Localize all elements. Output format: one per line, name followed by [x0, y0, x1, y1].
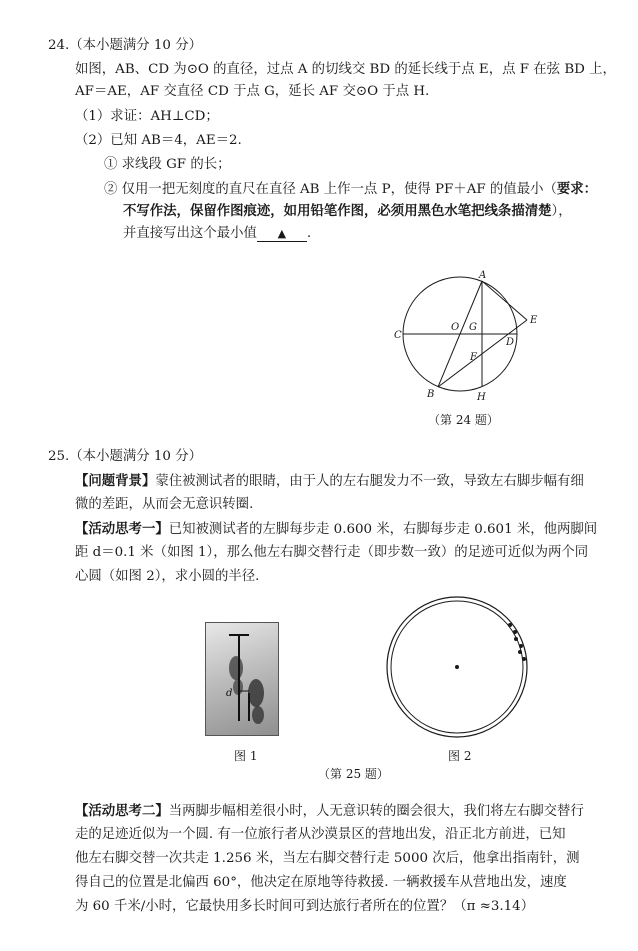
think1-text: 已知被测试者的左脚每步走 0.600 米，右脚每步走 0.601 米，他两脚间	[168, 522, 598, 537]
label-g: G	[469, 322, 477, 333]
figure1-caption: 图 1	[234, 749, 258, 763]
q25-caption: （第 25 题）	[318, 767, 389, 781]
q24-heading: 24.（本小题满分 10 分）	[48, 38, 202, 53]
q24-sub2-line2	[123, 201, 572, 222]
q24-geometry-figure	[365, 265, 555, 410]
blank-end: .	[306, 226, 312, 241]
q24-requirement-tag: 要求：	[556, 181, 598, 197]
q25-think2-line2: 走的足迹近似为一个圆. 有一位旅行者从沙漠景区的营地出发，沿正北方前进，已知	[75, 827, 566, 842]
center-dot	[455, 665, 459, 669]
q25-think2-line4: 得自己的位置是北偏西 60°，他决定在原地等待救援. 一辆救援车从营地出发，速度	[75, 875, 567, 890]
label-f: F	[470, 352, 477, 363]
label-d: D	[506, 337, 515, 348]
label-e: E	[530, 315, 538, 326]
q24-stem-line1: 如图，AB、CD 为⊙O 的直径，过点 A 的切线交 BD 的延长线于点 E，点 F 在弦 BD 上，	[75, 62, 616, 77]
label-c: C	[394, 330, 402, 341]
q24-requirement-close: ），	[551, 204, 572, 219]
think2-text: 当两脚步幅相差很小时，人无意识转的圈会很大，我们将左右脚交替行	[168, 804, 584, 819]
q24-sub2-line3	[123, 224, 311, 244]
q25-think2-line1	[75, 801, 584, 822]
concentric-circles-figure	[384, 595, 534, 745]
distance-label-d: d	[226, 688, 233, 699]
q24-caption: （第 24 题）	[428, 413, 499, 427]
figure2-caption: 图 2	[448, 749, 472, 763]
q24-part2: （2）已知 AB＝4，AE＝2.	[75, 133, 242, 148]
background-text: 蒙住被测试者的眼睛，由于人的左右腿发力不一致，导致左右脚步幅有细	[155, 474, 584, 489]
footprint-photo	[205, 622, 279, 736]
think1-tag: 【活动思考一】	[75, 521, 169, 537]
q24-sub2-line1	[104, 179, 597, 200]
q24-sub2-ask: 并直接写出这个最小值	[123, 226, 257, 241]
label-a: A	[479, 270, 487, 281]
q25-background-line1	[75, 471, 584, 492]
q25-heading: 25.（本小题满分 10 分）	[48, 449, 202, 464]
tangent-ae	[482, 281, 527, 320]
q24-sub1: ① 求线段 GF 的长；	[104, 157, 231, 172]
background-tag: 【问题背景】	[75, 473, 156, 489]
think2-tag: 【活动思考二】	[75, 803, 169, 819]
q25-think1-line2: 距 d＝0.1 米（如图 1），那么他左右脚交替行走（即步数一致）的足迹可近似为两个同	[75, 545, 589, 560]
q25-think1-line1	[75, 519, 597, 540]
q25-think1-line3: 心圆（如图 2），求小圆的半径.	[75, 569, 260, 584]
q24-part1: （1）求证：AH⊥CD；	[75, 109, 219, 124]
q24-stem-line2: AF＝AE，AF 交直径 CD 于点 G，延长 AF 交⊙O 于点 H.	[75, 84, 430, 99]
q24-requirement-text: 不写作法，保留作图痕迹，如用铅笔作图，必须用黑色水笔把线条描清楚	[123, 203, 552, 219]
q25-background-line2: 微的差距，从而会无意识转圈.	[75, 497, 254, 512]
label-o: O	[451, 322, 460, 333]
label-h: H	[477, 392, 486, 403]
answer-blank: ▲	[257, 227, 307, 242]
q24-sub2-text: ② 仅用一把无刻度的直尺在直径 AB 上作一点 P，使得 PF＋AF 的值最小（	[104, 182, 557, 197]
q25-think2-line3: 他左右脚交替一次共走 1.256 米，当左右脚交替行走 5000 次后，他拿出指南针，测	[75, 851, 580, 866]
label-b: B	[427, 389, 435, 400]
footprint-drawing	[206, 623, 278, 735]
q25-think2-line5: 为 60 千米/小时，它最快用多长时间可到达旅行者所在的位置？（π ≈3.14）	[75, 899, 535, 914]
